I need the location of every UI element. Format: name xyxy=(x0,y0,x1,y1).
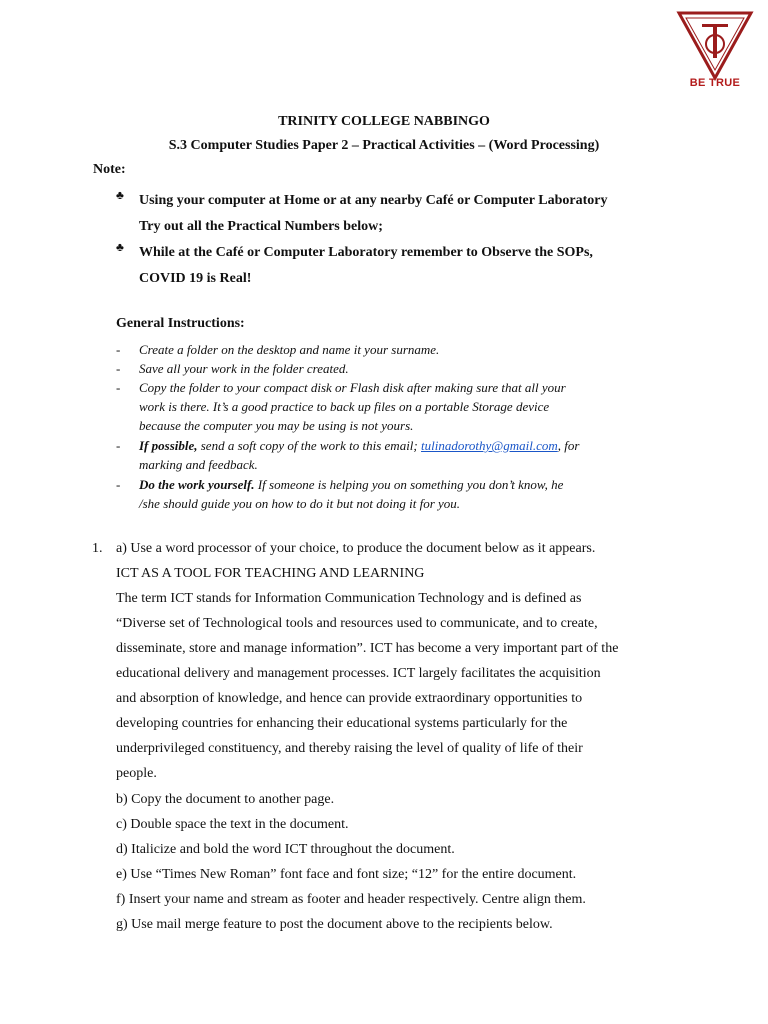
instruction-line: work is there. It’s a good practice to back up files on a portable Storage device xyxy=(139,399,550,414)
instruction-text: , for xyxy=(557,438,580,453)
question-number: 1. xyxy=(92,541,103,556)
question-line: The term ICT stands for Information Communication Technology and is defined as xyxy=(116,591,582,606)
question-line: d) Italicize and bold the word ICT throughout the document. xyxy=(116,842,455,857)
email-link[interactable]: tulinadorothy@gmail.com xyxy=(421,438,558,453)
paper-subtitle: S.3 Computer Studies Paper 2 – Practical Activities – (Word Processing) xyxy=(168,138,600,153)
logo-motto: BE TRUE xyxy=(689,77,741,89)
question-line: developing countries for enhancing their educational systems particularly for the xyxy=(116,716,568,731)
question-line: underprivileged constituency, and thereby raising the level of quality of life of their xyxy=(116,741,583,756)
question-line: educational delivery and management processes. ICT largely facilitates the acquisition xyxy=(116,666,601,681)
note-bullet-line: COVID 19 is Real! xyxy=(139,271,252,286)
instruction-line: Create a folder on the desktop and name it your surname. xyxy=(139,342,440,357)
question-line: b) Copy the document to another page. xyxy=(116,792,335,807)
question-line: c) Double space the text in the document. xyxy=(116,817,349,832)
note-bullet-line: While at the Café or Computer Laboratory remember to Observe the SOPs, xyxy=(139,245,593,260)
question-line: f) Insert your name and stream as footer and header respectively. Centre align them. xyxy=(116,892,586,907)
instruction-emphasis: If possible, xyxy=(139,438,198,453)
question-line: g) Use mail merge feature to post the document above to the recipients below. xyxy=(116,917,553,932)
note-bullet-line: Try out all the Practical Numbers below; xyxy=(139,219,383,234)
instruction-text: If someone is helping you on something you don’t know, he xyxy=(254,477,564,492)
instruction-line: because the computer you may be using is not yours. xyxy=(139,418,414,433)
instruction-line: /she should guide you on how to do it but not doing it for you. xyxy=(139,496,461,511)
note-bullet-line: Using your computer at Home or at any nearby Café or Computer Laboratory xyxy=(139,193,608,208)
club-bullet-icon: ♣ xyxy=(116,188,124,202)
instruction-emphasis: Do the work yourself. xyxy=(139,477,255,492)
club-bullet-icon: ♣ xyxy=(116,240,124,254)
document-page: BE TRUE TRINITY COLLEGE NABBINGO S.3 Computer Studies Paper 2 – Practical Activities – (Word Processing) Note: ♣ Using your computer at Home or at any nearby Café or Computer Laboratory Try out all the Practical Numbers below; ♣ While at the Café or Computer Laboratory remember to Observe the SOPs, COVID 19 is Real! General Instructions: - Create a folder on the desktop and name it your surname. - Save all your work in the folder created. - Copy the folder to your compact disk or Flash disk after making sure that all your work is there. It’s a good practice to back up files on a portable Storage device because the computer you may be using is not yours. - If possible, send a soft copy of the work to this email; tulinadorothy@gmail.com, for marking and feedback. - Do the work yourself. If someone is helping you on something you don’t know, he /she should guide you on how to do it but not doing it for you. 1. a) Use a word processor of your choice, to produce the document below as it appears. ICT AS A TOOL FOR TEACHING AND LEARNING The term ICT stands for Information Communication Technology and is defined as “Diverse set of Technological tools and resources used to communicate, and to create, disseminate, store and manage information”. ICT has become a very important part of the educational delivery and management processes. ICT largely facilitates the acquisition and absorption of knowledge, and hence can provide extraordinary opportunities to developing countries for enhancing their educational systems particularly for the underprivileged constituency, and thereby raising the level of quality of life of their people. b) Copy the document to another page. c) Double space the text in the document. d) Italicize and bold the word ICT throughout the document. e) Use “Times New Roman” font face and font size; “12” for the entire document. f) Insert your name and stream as footer and header respectively. Centre align them. g) Use mail merge feature to post the document above to the recipients below. xyxy=(0,0,768,1024)
question-line: “Diverse set of Technological tools and resources used to communicate, and to create, xyxy=(116,616,598,631)
instructions-heading: General Instructions: xyxy=(116,316,245,331)
instruction-text: send a soft copy of the work to this email; xyxy=(197,438,422,453)
question-line: a) Use a word processor of your choice, to produce the document below as it appears. xyxy=(116,541,596,556)
question-line: and absorption of knowledge, and hence can provide extraordinary opportunities to xyxy=(116,691,583,706)
document-heading: ICT AS A TOOL FOR TEACHING AND LEARNING xyxy=(116,566,425,581)
instruction-line: marking and feedback. xyxy=(139,457,258,472)
question-line: disseminate, store and manage information”. ICT has become a very important part of the xyxy=(116,641,619,656)
instruction-line: Copy the folder to your compact disk or Flash disk after making sure that all your xyxy=(139,380,566,395)
question-line: people. xyxy=(116,766,157,781)
question-line: e) Use “Times New Roman” font face and font size; “12” for the entire document. xyxy=(116,867,577,882)
instruction-line: Save all your work in the folder created. xyxy=(139,361,349,376)
school-title: TRINITY COLLEGE NABBINGO xyxy=(278,114,490,129)
note-label: Note: xyxy=(93,162,126,177)
